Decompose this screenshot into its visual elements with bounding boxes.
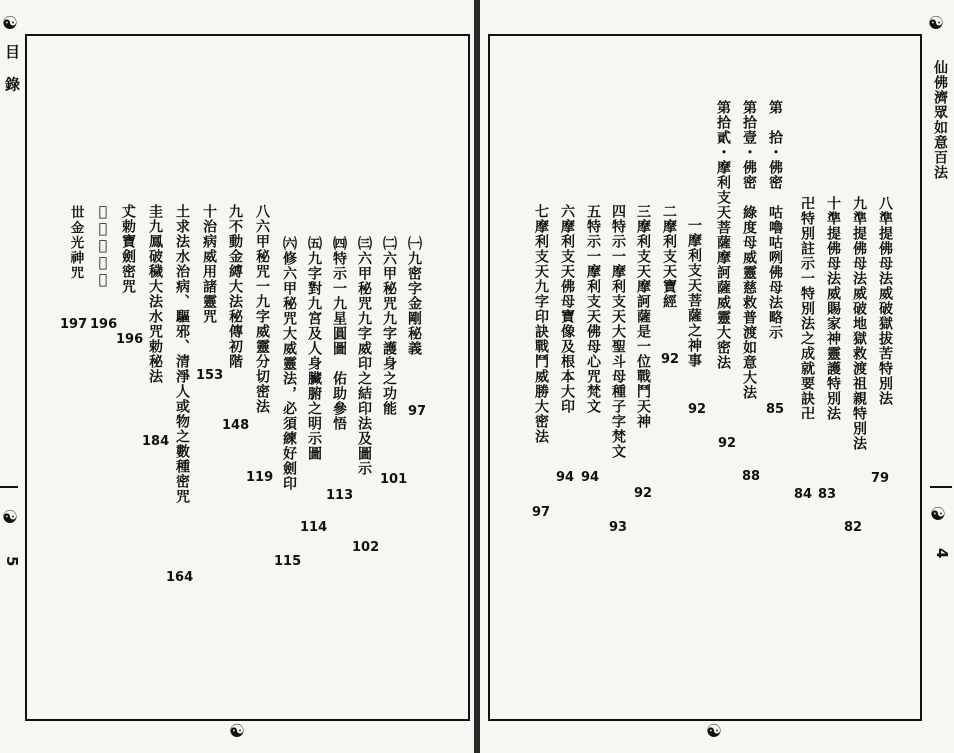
toc-page-number: 92	[661, 352, 680, 367]
toc-entry: 九不動金縛大法秘傳初階	[227, 204, 243, 369]
margin-rule	[0, 486, 18, 488]
margin-rule	[930, 486, 952, 488]
toc-page-number: 93	[609, 520, 628, 535]
toc-entry: 六摩利支天佛母寶像及根本大印	[559, 204, 575, 414]
toc-page-number: 94	[581, 470, 600, 485]
toc-page-number: 94	[556, 470, 575, 485]
toc-entry: 九準提佛母法威破地獄救渡祖親特別法	[851, 196, 867, 451]
toc-entry: 三摩利支天摩訶薩是一位戰鬥天神	[635, 204, 651, 429]
toc-entry: 十準提佛母法威賜家神靈護特別法	[825, 196, 841, 421]
yin-yang-ornament-icon: ☯	[927, 13, 945, 34]
toc-entry: ㈣特示一九星圓圖 佑助參悟	[331, 236, 347, 431]
toc-page-number: 97	[408, 404, 427, 419]
toc-page-number: 184	[142, 434, 170, 449]
toc-entry: 第拾貳・摩利支天菩薩摩訶薩威靈大密法	[715, 100, 731, 370]
toc-side-title: 目 錄	[3, 44, 21, 98]
toc-entry: 二摩利支天寶經	[661, 204, 677, 309]
toc-entry: 卍特別註示一特別法之成就要訣卍	[799, 196, 815, 421]
toc-page-number: 113	[326, 488, 354, 503]
toc-entry: 第 拾・佛密 咕嚕咕咧佛母法略示	[767, 100, 783, 340]
toc-page-number: 196	[116, 332, 144, 347]
toc-entry: 七摩利支天九字印訣戰鬥威勝大密法	[533, 204, 549, 444]
toc-page-number: 102	[352, 540, 380, 555]
toc-page-number: 97	[532, 505, 551, 520]
toc-entry: ㈠九密字金剛秘義	[406, 236, 422, 356]
toc-entry: 圭九鳳破穢大法水咒勅秘法	[147, 204, 163, 384]
book-title: 仙佛濟眾如意百法	[932, 60, 948, 180]
yin-yang-ornament-icon: ☯	[228, 721, 246, 742]
toc-page-number: 92	[634, 486, 653, 501]
toc-entry: 土求法水治病、驅邪、清淨人或物之數種密咒	[174, 204, 190, 504]
toc-entry: 𠀍金光神咒	[69, 204, 85, 279]
yin-yang-ornament-icon: ☯	[1, 507, 19, 528]
toc-page-number: 82	[844, 520, 863, 535]
toc-page-number: 92	[718, 436, 737, 451]
toc-page-number: 101	[380, 472, 408, 487]
right-page	[478, 0, 954, 753]
page-number: 4	[933, 548, 951, 559]
yin-yang-ornament-icon: ☯	[1, 13, 19, 34]
toc-page-number: 148	[222, 418, 250, 433]
toc-entry: 十治病威用諸靈咒	[201, 204, 217, 324]
toc-page-number: 114	[300, 520, 328, 535]
toc-entry: 𠀋勅寶劍密咒	[120, 204, 136, 294]
toc-entry: 八六甲秘咒一九字威靈分切密法	[254, 204, 270, 414]
toc-page-number: 153	[196, 368, 224, 383]
left-page	[0, 0, 476, 753]
page-number: 5	[3, 556, 21, 567]
toc-entry: 五特示一摩利支天佛母心咒梵文	[585, 204, 601, 414]
yin-yang-ornament-icon: ☯	[705, 721, 723, 742]
toc-page-number: 115	[274, 554, 302, 569]
toc-page-number: 85	[766, 402, 785, 417]
toc-page-number: 84	[794, 487, 813, 502]
toc-entry: 𠀌用劍密咒	[95, 204, 111, 289]
toc-entry: ㈢六甲秘咒九字威印之結印法及圖示	[356, 236, 372, 476]
toc-page-number: 197	[60, 317, 88, 332]
toc-entry: 一摩利支天菩薩之神事	[686, 218, 702, 368]
toc-entry: ㈥修六甲秘咒大威靈法，必須練好劍印	[281, 236, 297, 491]
toc-page-number: 164	[166, 570, 194, 585]
toc-entry: 第拾壹・佛密 綠度母威靈慈救普渡如意大法	[741, 100, 757, 400]
toc-page-number: 196	[90, 317, 118, 332]
toc-page-number: 79	[871, 471, 890, 486]
toc-page-number: 83	[818, 487, 837, 502]
toc-page-number: 119	[246, 470, 274, 485]
toc-page-number: 88	[742, 469, 761, 484]
toc-page-number: 92	[688, 402, 707, 417]
toc-entry: 四特示一摩利支天大聖斗母種子字梵文	[610, 204, 626, 459]
toc-entry: ㈡六甲秘咒九字護身之功能	[381, 236, 397, 416]
yin-yang-ornament-icon: ☯	[929, 504, 947, 525]
left-page-frame	[25, 34, 470, 721]
toc-entry: 八準提佛母法威破獄拔苦特別法	[877, 196, 893, 406]
toc-entry: ㈤九字對九宮及人身臟腑之明示圖	[306, 236, 322, 461]
